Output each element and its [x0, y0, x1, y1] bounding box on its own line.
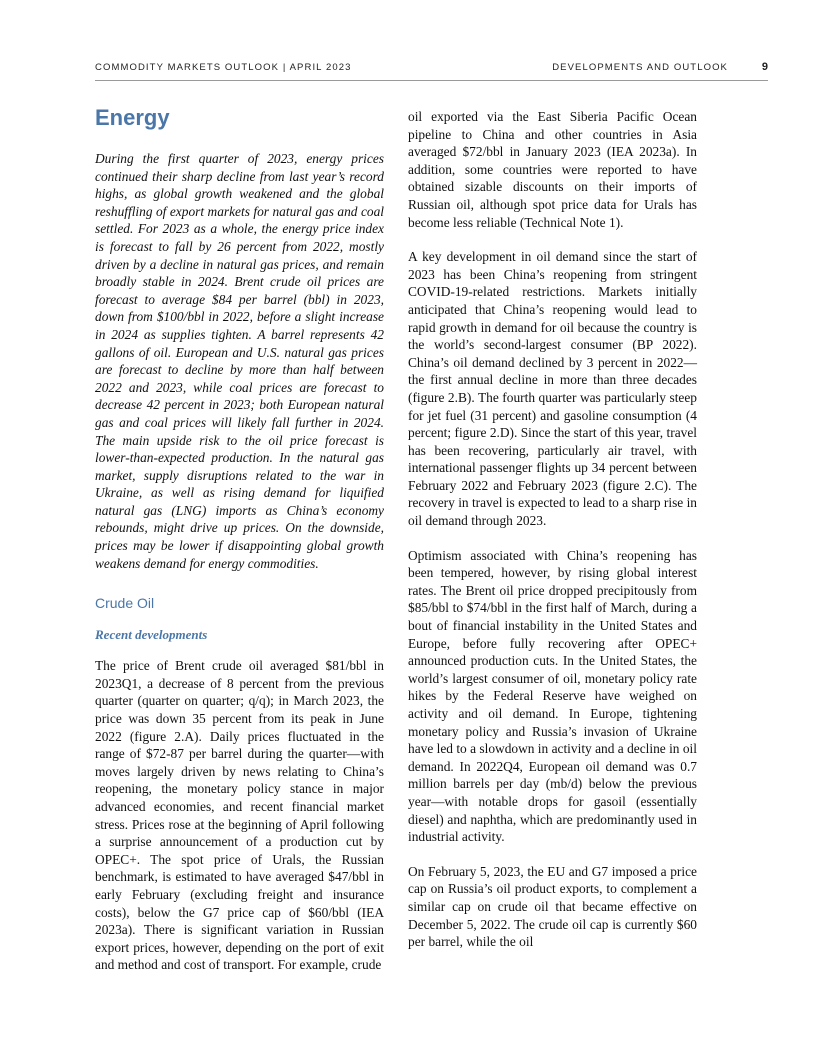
- section-title: Energy: [95, 105, 170, 130]
- body-paragraph-1: The price of Brent crude oil averaged $81/bbl in 2023Q1, a decrease of 8 percent from the previous quarter (quarter on quarter; q/q); in March 2023, the price was down 35 percent from its peak in June 2022 (figure 2.A). Daily prices fluctuated in the range of $72-87 per barrel during the quarter—with moves largely driven by news relating to China’s reopening, the monetary policy stance in major advanced economies, and recent financial market stress. Prices rose at the beginning of April following a surprise announcement of a production cut by OPEC+. The spot price of Urals, the Russian benchmark, is estimated to have averaged $47/bbl in early February (excluding freight and insurance costs), below the G7 price cap of $60/bbl (IEA 2023a). There is significant variation in Russian export prices, however, depending on the port of exit and method and cost of transport. For example, crude: [95, 658, 384, 973]
- section-label: DEVELOPMENTS AND OUTLOOK: [552, 62, 728, 73]
- publication-title: COMMODITY MARKETS OUTLOOK | APRIL 2023: [95, 62, 352, 73]
- body-paragraph-4: On February 5, 2023, the EU and G7 imposed a price cap on Russia’s oil product exports, to complement a similar cap on crude oil that became effective on December 5, 2022. The crude oil cap is currently $60 per barrel, while the oil: [408, 863, 697, 950]
- right-column: [408, 108, 697, 951]
- page-number: 9: [761, 61, 768, 73]
- abstract-paragraph: During the first quarter of 2023, energy prices continued their sharp decline from last year’s record highs, as global growth weakened and the global reshuffling of export markets for natural gas and coal settled. For 2023 as a whole, the energy price index is forecast to fall by 26 percent from 2022, mostly driven by a decline in natural gas prices, and remain broadly stable in 2024. Brent crude oil prices are forecast to average $84 per barrel (bbl) in 2023, down from $100/bbl in 2022, before a slight increase in 2024 as supplies tighten. A barrel represents 42 gallons of oil. European and U.S. natural gas prices are forecast to decline by more than half between 2022 and 2023, while coal prices are forecast to decrease 42 percent in 2023; both European natural gas and coal prices will likely fall further in 2024. The main upside risk to the oil price forecast is lower-than-expected production. In the natural gas market, supply disruptions related to the war in Ukraine, as well as rising demand for liquified natural gas (LNG) imports as China’s economy rebounds, might drive up prices. On the downside, prices may be lower if disappointing global growth weakens demand for energy commodities.: [95, 151, 384, 571]
- running-header: [95, 62, 768, 81]
- body-paragraph-3: Optimism associated with China’s reopening has been tempered, however, by rising global interest rates. The Brent oil price dropped precipitously from $85/bbl to $74/bbl in the first half of March, during a bout of financial instability in the United States and Europe, before fully recovering after OPEC+ announced production cuts. In the United States, the world’s largest consumer of oil, monetary policy rate hikes by the Federal Reserve have weighed on activity and oil demand. In Europe, tightening monetary policy and Russia’s invasion of Ukraine have led to a slowdown in activity and a decline in oil demand. In 2022Q4, European oil demand was 0.7 million barrels per day (mb/d) below the previous year—with notable drops for gasoil (essentially diesel) and naphtha, which are predominantly used in industrial activity.: [408, 547, 697, 845]
- left-column: [95, 104, 384, 974]
- body-paragraph-1-continued: oil exported via the East Siberia Pacific Ocean pipeline to China and other countries in Asia averaged $72/bbl in January 2023 (IEA 2023a). In addition, some countries were reported to have obtained sizable discounts on their imports of Russian oil, although spot price data for Urals has become less reliable (Technical Note 1).: [408, 109, 697, 230]
- body-paragraph-2: A key development in oil demand since the start of 2023 has been China’s reopening from stringent COVID-19-related restrictions. Markets initially anticipated that China’s reopening would lead to rapid growth in demand for oil because the country is the world’s second-largest consumer (BP 2022). China’s oil demand declined by 3 percent in 2022—the first annual decline in more than three decades (figure 2.B). The fourth quarter was particularly steep for jet fuel (31 percent) and gasoline consumption (4 percent; figure 2.D). Since the start of this year, travel has been recovering, particularly air travel, with international passenger flights up 34 percent between February 2022 and February 2023 (figure 2.C). The recovery in travel is expected to lead to a sharp rise in oil demand through 2023.: [408, 249, 697, 529]
- subsection-title: Crude Oil: [95, 595, 155, 612]
- subsubsection-title: Recent developments: [95, 627, 208, 643]
